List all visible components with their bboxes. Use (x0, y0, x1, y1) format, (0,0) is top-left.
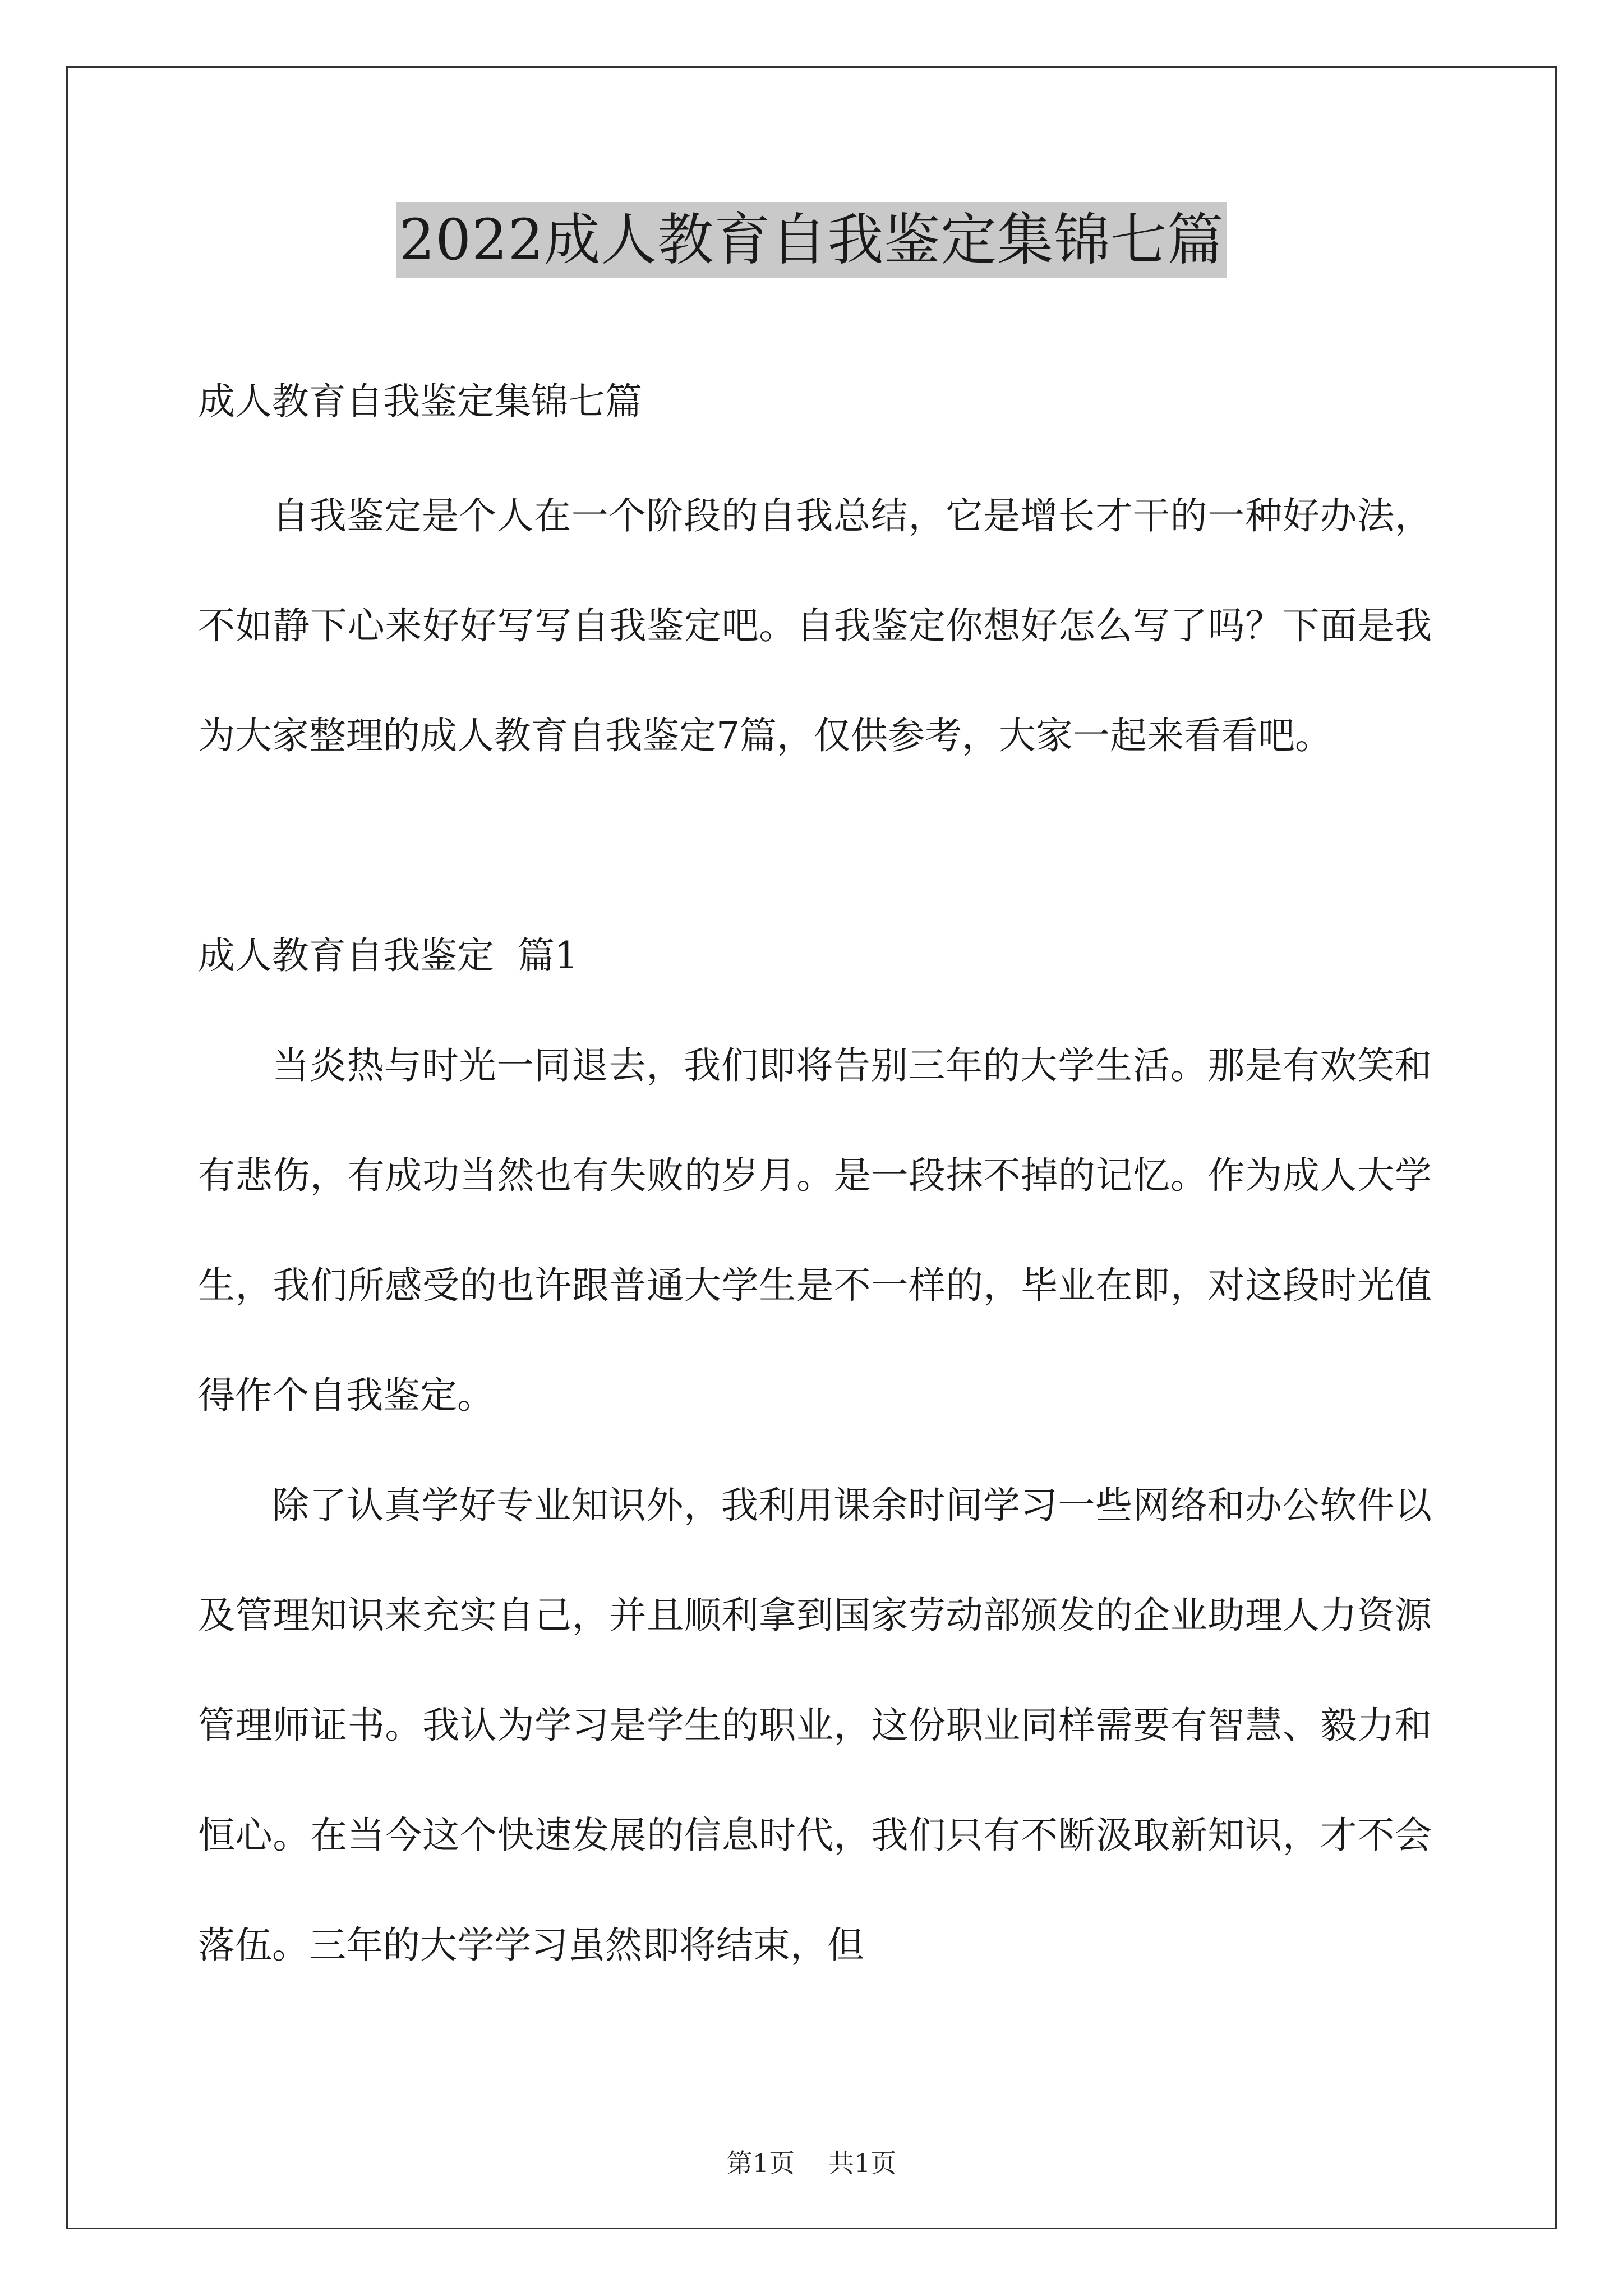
intro-paragraph: 自我鉴定是个人在一个阶段的自我总结，它是增长才干的一种好办法，不如静下心来好好写写自我鉴定吧。自我鉴定你想好怎么写了吗？下面是我为大家整理的成人教育自我鉴定7篇，仅供参考，大家一起来看看吧。 (198, 494, 1432, 757)
page-number-total: 共1页 (828, 2148, 897, 2178)
document-subtitle: 成人教育自我鉴定集锦七篇 (198, 380, 642, 423)
body-paragraph-2: 除了认真学好专业知识外，我利用课余时间学习一些网络和办公软件以及管理知识来充实自己，并且顺利拿到国家劳动部颁发的企业助理人力资源管理师证书。我认为学习是学生的职业，这份职业同样需要有智慧、毅力和恒心。在当今这个快速发展的信息时代，我们只有不断汲取新知识，才不会落伍。三年的大学学习虽然即将结束，但 (198, 1484, 1432, 1967)
document-body (198, 347, 1432, 2000)
section-heading: 成人教育自我鉴定 篇1 (198, 934, 578, 977)
body-paragraph-1: 当炎热与时光一同退去，我们即将告别三年的大学生活。那是有欢笑和有悲伤，有成功当然也有失败的岁月。是一段抹不掉的记忆。作为成人大学生，我们所感受的也许跟普通大学生是不一样的，毕业在即，对这段时光值得作个自我鉴定。 (198, 1044, 1432, 1417)
page-footer (0, 2143, 1623, 2180)
title-container (0, 202, 1623, 278)
section-spacer (198, 791, 1432, 901)
document-title: 2022成人教育自我鉴定集锦七篇 (396, 202, 1228, 278)
page-number-current: 第1页 (726, 2148, 795, 2178)
